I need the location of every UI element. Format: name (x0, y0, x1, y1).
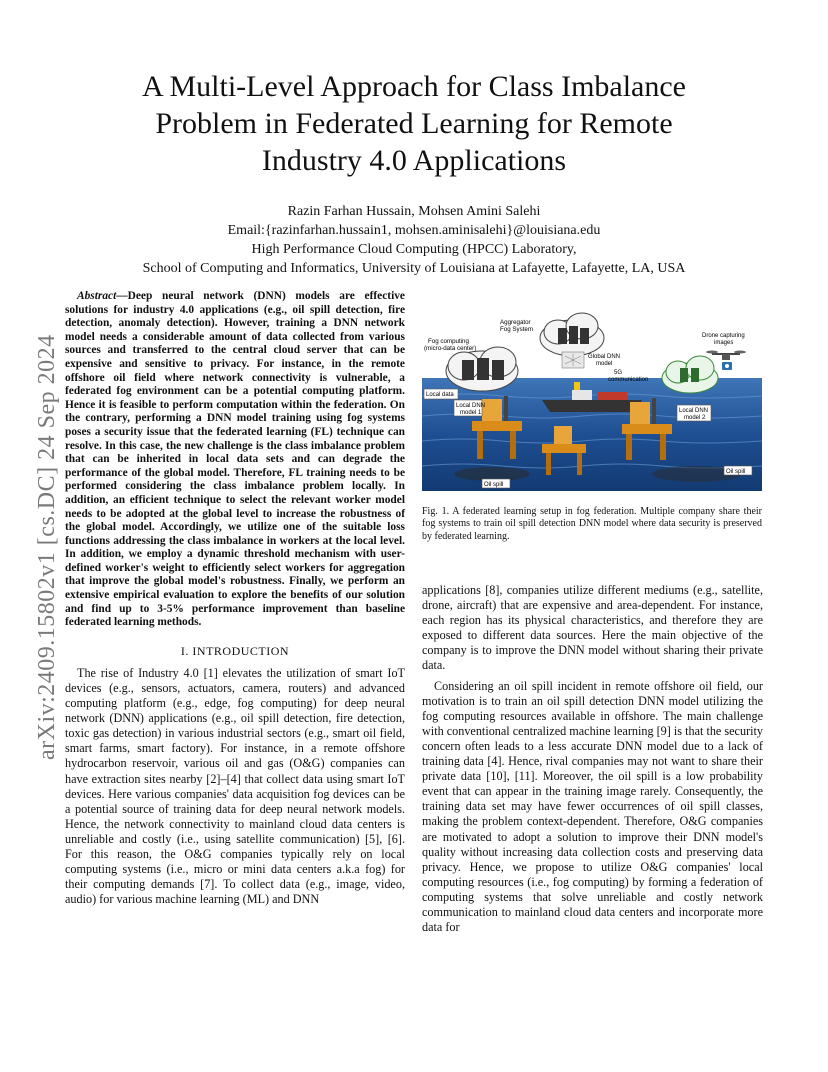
author-names: Razin Farhan Hussain, Mohsen Amini Salehi (287, 204, 541, 219)
label-model: model (596, 361, 613, 367)
abstract-text: —Deep neural network (DNN) models are effective solutions for industry 4.0 applications (e.g., oil spill detection, fire detection, anomaly detection). However, training a DNN network model needs a considerable amount of data collected from various sources and transferred to the central cloud server that can be expensive and sensitive to privacy. For instance, in the remote offshore oil field where network connectivity is vulnerable, a federated fog environment can be a potential computing platform. Hence it is feasible to perform computation within the federation. On the contrary, performing a DNN model training using fog systems poses a security issue that the federated learning (FL) technique can resolve. In this case, the new challenge is the class imbalance problem that can be inherited in local data sets and can degrade the performance of the global model. Therefore, FL training needs to be performed considering the class imbalance problem locally. In addition, an efficient technique to select the relevant worker model needs to be adopted at the global level to increase the robustness of the global model. Accordingly, we utilize one of the suitable loss functions addressing the class imbalance in workers at the local level. In addition, we employ a dynamic threshold mechanism with user-defined worker's weight to efficiently select workers for aggregation that improve the global model's robustness. Finally, we perform an extensive empirical evaluation to explore the benefits of our solution and find up to 3-5% performance improvement than baseline federated learning methods. (65, 290, 405, 629)
figure-1-illustration (422, 296, 762, 491)
label-communication: communication (608, 377, 649, 383)
label-local-dnn-2a: Local DNN (679, 408, 709, 414)
title-line-1: A Multi-Level Approach for Class Imbalance (141, 70, 686, 103)
title-line-3: Industry 4.0 Applications (261, 144, 567, 177)
author-lab: High Performance Cloud Computing (HPCC) Laboratory, (251, 242, 577, 257)
global-dnn-icon (562, 352, 584, 368)
arxiv-sidebar (12, 0, 60, 1072)
label-local-data: Local data (426, 392, 454, 398)
label-5g: 5G (614, 370, 623, 376)
label-micro-data-center: (micro-data center) (424, 345, 477, 352)
intro-paragraph-2: applications [8], companies utilize different mediums (e.g., satellite, drone, aircraft) that are expensive and area-dependent. For instance, each region has its physical characteristics, and therefore they are exposed to different data sources. Here the main objective of the company is to improve the DNN model without sharing their private data. (422, 583, 763, 673)
label-fog-system: Fog System (500, 326, 534, 333)
figure-1-caption: Fig. 1. A federated learning setup in fog federation. Multiple company share their fog systems to train oil spill detection DNN model where data security is preserved by federated learning. (422, 506, 762, 542)
right-column (422, 583, 763, 940)
label-drone-capturing: Drone capturing (702, 333, 745, 339)
label-images: images (714, 340, 734, 346)
fog-cloud-icon (446, 347, 518, 391)
label-oil-spill-right: Oil spill (726, 469, 746, 475)
paper-title (90, 68, 738, 179)
abstract (65, 290, 405, 630)
left-column (65, 290, 405, 907)
label-local-dnn-1a: Local DNN (456, 403, 486, 409)
section-heading-introduction: I. INTRODUCTION (180, 643, 290, 658)
label-global-dnn: Global DNN (588, 354, 621, 360)
label-local-dnn-2b: model 2 (684, 415, 706, 421)
abstract-label: Abstract (77, 290, 117, 302)
figure-1 (422, 296, 762, 491)
title-line-2: Problem in Federated Learning for Remote (155, 107, 673, 140)
intro-paragraph-3: Considering an oil spill incident in remote offshore oil field, our motivation is to train an oil spill detection DNN model utilizing the fog computing resources available in offshore. The main challenge with conventional centralized machine learning [9] is that the security concern often leads to a less accurate DNN model due to a lack of training data [4]. Hence, rival companies may not want to share their private data [10], [11]. Moreover, the oil spill is a low probability event that can appear in the training image rarely. Consequently, the training data set may have fewer occurrences of oil spill classes, making the problem context-dependent. Therefore, O&G companies are motivated to adopt a solution to improve their DNN model's quality without increasing data collection costs and preserving data privacy. Hence, we propose to utilize O&G companies' local computing resources (i.e., fog computing) by forming a federation of computing systems that solve unreliable and costly network communication to mainland cloud data centers and incorporate more data for (422, 678, 763, 935)
label-aggregator: Aggregator (500, 319, 531, 326)
label-fog-computing: Fog computing (428, 338, 469, 345)
arxiv-identifier: arXiv:2409.15802v1 [cs.DC] 24 Sep 2024 (34, 334, 60, 760)
author-email[interactable]: Email:{razinfarhan.hussain1, mohsen.aminisalehi}@louisiana.edu (227, 223, 601, 238)
intro-paragraph-1: The rise of Industry 4.0 [1] elevates the utilization of smart IoT devices (e.g., sensors, actuators, camera, routers) and advanced computing platform (e.g., edge, fog computing) for deep neural network (DNN) applications (e.g., oil spill detection, fire detection, toxic gas detection) in various industrial sectors (e.g., smart oil field, smart farms, smart factory). For instance, in a remote offshore hydrocarbon reservoir, various oil and gas (O&G) companies can have extraction sites nearby [2]–[4] that collect data using smart IoT devices. Here various companies' data acquisition fog devices can be a potential source of training data for deep neural network models. Hence, the network connectivity to mainland cloud data centers is unreliable and costly (i.e., using satellite communication) [5], [6]. For this reason, the O&G companies typically rely on local computing systems (i.e., micro or mini data centers a.k.a fog) for their computing demands [7]. To collect data (e.g., image, video, audio) for various machine learning (ML) and DNN (65, 665, 405, 907)
camera-icon (722, 362, 732, 370)
author-block (60, 202, 768, 278)
label-oil-spill-left: Oil spill (484, 482, 504, 488)
author-school: School of Computing and Informatics, University of Louisiana at Lafayette, Lafayette, LA, USA (142, 261, 686, 276)
label-local-dnn-1b: model 1 (460, 410, 482, 416)
